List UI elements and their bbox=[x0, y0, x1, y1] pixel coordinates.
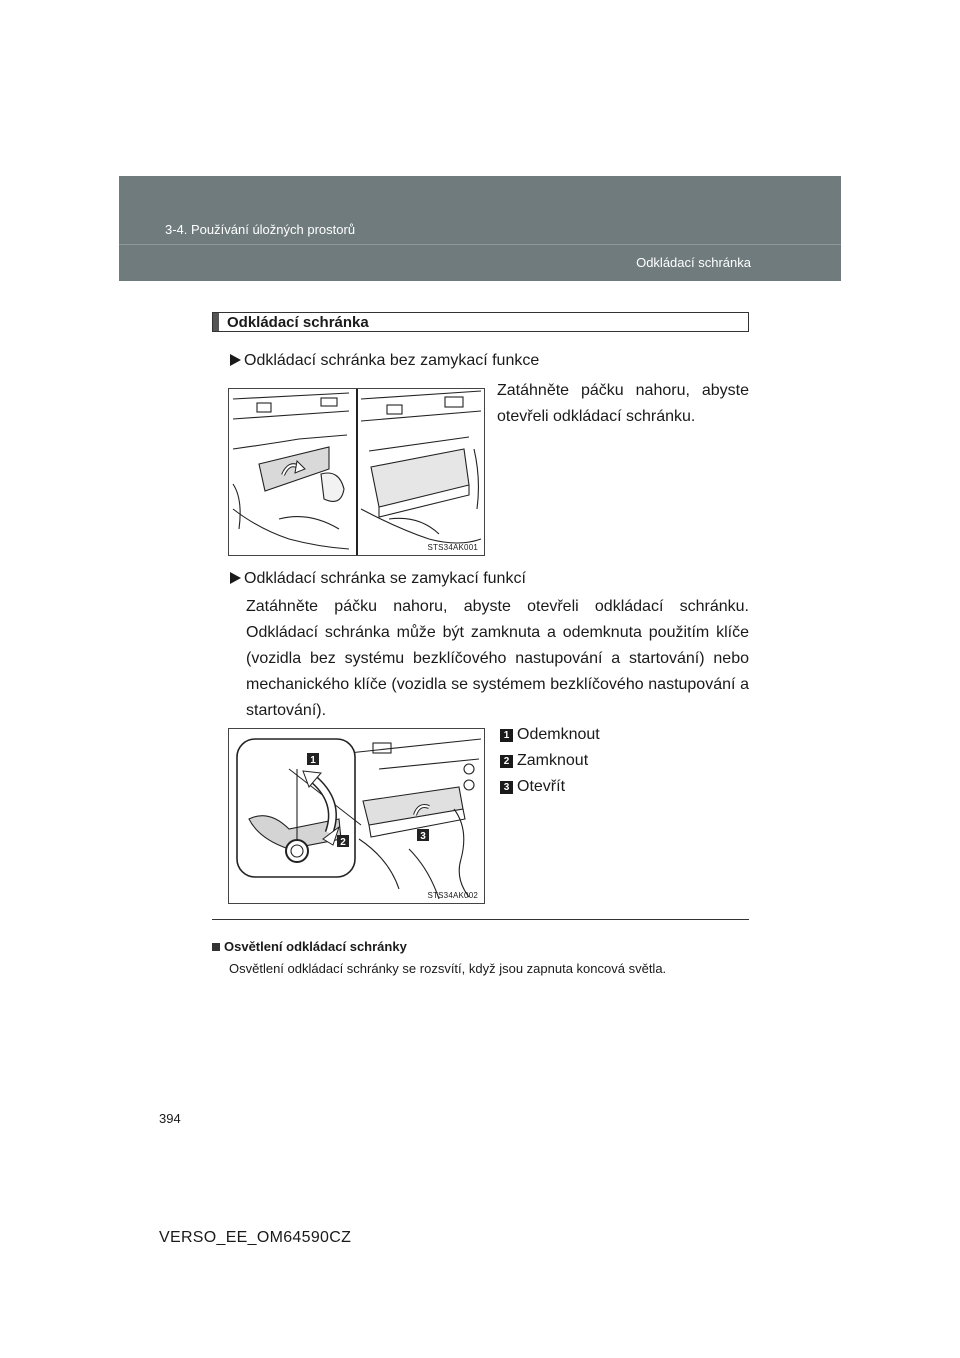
note-divider bbox=[212, 919, 749, 920]
legend-label-3: Otevřít bbox=[517, 778, 566, 795]
figure-glovebox-without-lock bbox=[228, 388, 485, 556]
callout-2: 2 bbox=[340, 837, 346, 848]
callout-3: 3 bbox=[420, 831, 426, 842]
figure-code-1: STS34AK001 bbox=[427, 543, 478, 552]
figure-code-2: STS34AK002 bbox=[427, 891, 478, 900]
legend-number-1: 1 bbox=[500, 729, 513, 742]
bullet-item-1 bbox=[230, 350, 539, 372]
legend-item-1 bbox=[500, 724, 600, 746]
bullet-item-1-label: Odkládací schránka bez zamykací funkce bbox=[244, 352, 540, 369]
callout-1: 1 bbox=[310, 755, 316, 766]
item-1-instruction: Zatáhněte páčku nahoru, abyste otevřeli odkládací schránku. bbox=[497, 382, 749, 425]
section-title-bar bbox=[212, 312, 749, 332]
item-2-instruction: Zatáhněte páčku nahoru, abyste otevřeli odkládací schránku. Odkládací schránka může být zamknuta a odemknuta použitím klíče (vozidla bez systému bezklíčového nastupování a startování) nebo mechanického klíče (vozidla se systémem bezklíčového nastupování a startování). bbox=[246, 598, 749, 719]
bullet-item-2 bbox=[230, 568, 526, 590]
figure-glovebox-with-lock bbox=[228, 728, 485, 904]
legend-item-3 bbox=[500, 776, 565, 798]
triangle-bullet-icon bbox=[230, 354, 241, 366]
legend-item-2 bbox=[500, 750, 588, 772]
triangle-bullet-icon bbox=[230, 572, 241, 584]
glovebox-illustration-2 bbox=[229, 729, 484, 903]
section-header-title: Odkládací schránka bbox=[636, 255, 751, 270]
header-divider bbox=[119, 244, 841, 245]
section-title: Odkládací schránka bbox=[227, 314, 369, 331]
legend-number-3: 3 bbox=[500, 781, 513, 794]
legend-label-2: Zamknout bbox=[517, 752, 589, 769]
page-number: 394 bbox=[159, 1111, 181, 1126]
legend-number-2: 2 bbox=[500, 755, 513, 768]
section-title-accent bbox=[213, 313, 219, 331]
glovebox-illustration-1 bbox=[229, 389, 484, 555]
note-title bbox=[212, 939, 407, 954]
note-title-text: Osvětlení odkládací schránky bbox=[224, 939, 407, 954]
legend-label-1: Odemknout bbox=[517, 726, 600, 743]
chapter-title: 3-4. Používání úložných prostorů bbox=[165, 222, 356, 237]
bullet-item-2-label: Odkládací schránka se zamykací funkcí bbox=[244, 570, 526, 587]
square-bullet-icon bbox=[212, 943, 220, 951]
note-text: Osvětlení odkládací schránky se rozsvítí, když jsou zapnuta koncová světla. bbox=[229, 961, 667, 976]
document-id: VERSO_EE_OM64590CZ bbox=[159, 1229, 352, 1246]
